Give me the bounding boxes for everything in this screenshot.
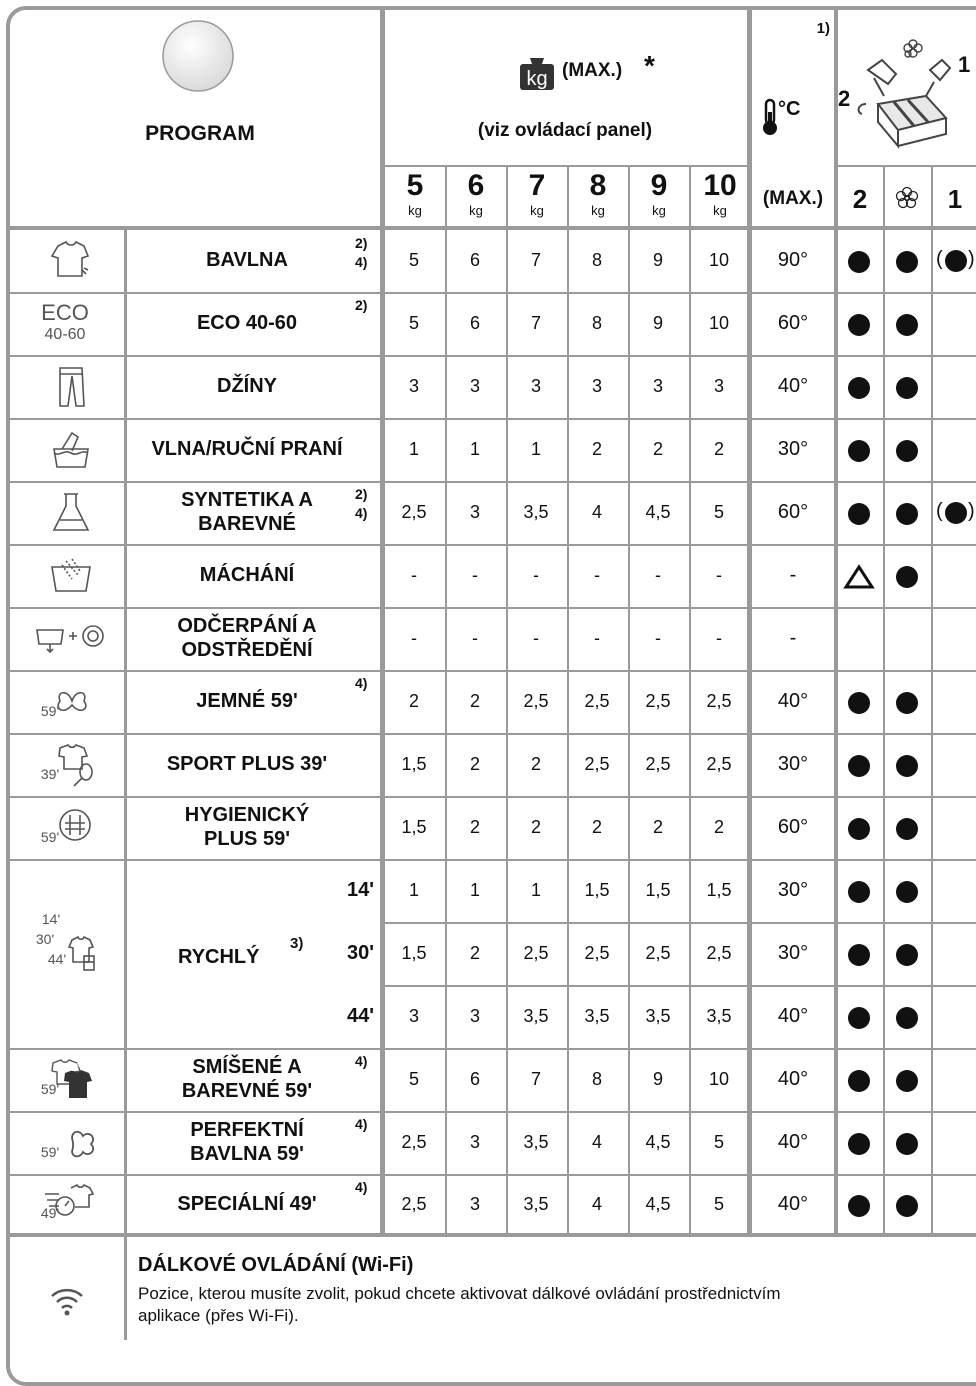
dot-marker xyxy=(848,503,870,525)
drain-spin-icon xyxy=(35,616,107,662)
dot-marker xyxy=(848,377,870,399)
icon-time-label: 59' xyxy=(40,829,60,845)
load-value: 2,5 xyxy=(523,942,549,963)
load-value: 3 xyxy=(530,375,541,396)
dot-marker xyxy=(848,251,870,273)
eco-icon-subtext: 40-60 xyxy=(44,326,86,343)
capacity-value: 10 xyxy=(703,169,737,202)
program-footnote: 4) xyxy=(355,1053,368,1069)
compartment-1: 1 xyxy=(947,184,963,214)
load-value: 10 xyxy=(708,312,730,333)
icon-time-label: 44' xyxy=(47,951,67,967)
load-value: 2,5 xyxy=(645,690,671,711)
detergent-drawer-icon xyxy=(846,34,956,154)
load-value: 2 xyxy=(469,942,480,963)
load-value: 3 xyxy=(469,1193,480,1214)
load-value: 3,5 xyxy=(523,1131,549,1152)
optional-paren: ( xyxy=(936,499,943,522)
load-value: 4,5 xyxy=(645,501,671,522)
rapid-time-label: 14' xyxy=(346,878,374,901)
panel-note: (viz ovládací panel) xyxy=(477,120,653,141)
icon-time-label: 59' xyxy=(40,1081,60,1097)
load-value: 2,5 xyxy=(706,942,732,963)
program-name: JEMNÉ 59' xyxy=(196,689,298,712)
drawer-label-2: 2 xyxy=(838,86,851,111)
load-value: 3,5 xyxy=(584,1005,610,1026)
load-value: - xyxy=(655,564,661,585)
dot-marker xyxy=(848,314,870,336)
program-name: VLNA/RUČNÍ PRANÍ xyxy=(151,437,343,460)
load-value: 9 xyxy=(652,1068,663,1089)
wifi-description-line1: Pozice, kterou musíte zvolit, pokud chcete aktivovat dálkové ovládání prostřednictvím xyxy=(138,1284,781,1303)
load-value: 2 xyxy=(652,816,663,837)
dot-marker xyxy=(896,944,918,966)
load-value: 4 xyxy=(591,501,602,522)
capacity-unit: kg xyxy=(591,203,605,218)
load-value: 10 xyxy=(708,250,730,270)
flower-softener-icon xyxy=(895,186,919,210)
icon-time-label: 14' xyxy=(41,911,61,927)
program-name: SMÍŠENÉ A BAREVNÉ 59' xyxy=(181,1055,313,1102)
jeans-icon xyxy=(46,364,96,410)
icon-time-label: 30' xyxy=(35,931,55,947)
load-value: 1,5 xyxy=(584,879,610,900)
compartment-2: 2 xyxy=(852,184,868,214)
icon-time-label: 59' xyxy=(40,703,60,719)
divider xyxy=(10,607,976,609)
load-value: 1,5 xyxy=(645,879,671,900)
load-value: 3 xyxy=(408,375,419,396)
program-name: PERFEKTNÍ BAVLNA 59' xyxy=(190,1118,304,1165)
program-name: SPORT PLUS 39' xyxy=(166,752,328,775)
load-value: 1,5 xyxy=(706,879,732,900)
divider xyxy=(931,165,933,1235)
program-footnote: 2) 4) xyxy=(355,235,368,270)
icon-time-label: 59' xyxy=(40,1144,60,1160)
max-temp-value: 60° xyxy=(777,311,809,334)
optional-paren: ( xyxy=(936,248,943,270)
load-value: 1,5 xyxy=(401,753,427,774)
load-value: - xyxy=(594,627,600,648)
dot-marker xyxy=(848,944,870,966)
load-value: 4,5 xyxy=(645,1131,671,1152)
program-name: HYGIENICKÝ PLUS 59' xyxy=(184,803,310,850)
load-value: 3 xyxy=(469,375,480,396)
max-temp-value: 40° xyxy=(777,689,809,712)
max-label: (MAX.) xyxy=(562,60,623,81)
kg-weight-icon xyxy=(518,52,556,92)
load-value: 3 xyxy=(469,1005,480,1026)
load-value: 2 xyxy=(469,753,480,774)
program-name: RYCHLÝ xyxy=(178,946,260,968)
temp-footnote: 1) xyxy=(816,20,830,37)
load-value: 3 xyxy=(408,1005,419,1026)
divider xyxy=(383,165,747,167)
load-value: - xyxy=(716,564,722,585)
dial-knob-icon xyxy=(160,18,236,94)
load-value: 2,5 xyxy=(645,942,671,963)
load-value: 1 xyxy=(530,438,541,459)
max-temp-value: 30° xyxy=(777,878,809,901)
program-name: DŽÍNY xyxy=(217,374,277,397)
load-value: 3 xyxy=(713,375,724,396)
load-value: 5 xyxy=(713,1131,724,1152)
load-value: 8 xyxy=(591,1068,602,1089)
dot-marker xyxy=(848,1133,870,1155)
max-temp-value: - xyxy=(789,626,797,649)
max-temp-value: - xyxy=(789,563,797,586)
load-value: 3,5 xyxy=(523,501,549,522)
program-footnote: 2) xyxy=(355,297,368,313)
divider xyxy=(10,859,976,861)
dot-marker xyxy=(848,1070,870,1092)
dot-marker xyxy=(945,502,967,524)
dot-marker xyxy=(896,314,918,336)
load-value: 8 xyxy=(591,312,602,333)
load-value: 1 xyxy=(469,438,480,459)
divider xyxy=(10,1048,976,1050)
divider xyxy=(883,165,885,1235)
rinse-icon xyxy=(46,553,96,599)
load-value: 2 xyxy=(469,816,480,837)
load-value: 3 xyxy=(652,375,663,396)
load-value: 3,5 xyxy=(706,1005,732,1026)
load-value: 2,5 xyxy=(401,1131,427,1152)
capacity-value: 9 xyxy=(650,169,668,202)
load-value: 3 xyxy=(469,501,480,522)
dot-marker xyxy=(848,440,870,462)
drawer-label-1: 1 xyxy=(958,52,971,77)
load-value: 5 xyxy=(408,1068,419,1089)
load-value: 2,5 xyxy=(523,690,549,711)
load-value: 2,5 xyxy=(584,753,610,774)
program-footnote: 4) xyxy=(355,675,368,691)
divider xyxy=(10,418,976,420)
divider xyxy=(10,355,976,357)
load-value: 2 xyxy=(530,753,541,774)
load-value: 4 xyxy=(591,1131,602,1152)
temp-unit: °C xyxy=(778,98,801,120)
capacity-value: 7 xyxy=(528,169,546,202)
program-name: MÁCHÁNÍ xyxy=(199,563,295,586)
load-value: 7 xyxy=(530,250,541,270)
divider xyxy=(10,481,976,483)
load-value: 1 xyxy=(469,879,480,900)
capacity-value: 8 xyxy=(589,169,607,202)
load-value: 2 xyxy=(652,438,663,459)
optional-paren: ) xyxy=(968,499,975,522)
rapid-time-label: 30' xyxy=(346,941,374,964)
load-value: - xyxy=(655,627,661,648)
icon-time-label: 39' xyxy=(40,766,60,782)
max-temp-value: 40° xyxy=(777,1004,809,1027)
dot-marker xyxy=(848,755,870,777)
dot-marker xyxy=(896,566,918,588)
load-value: 1,5 xyxy=(401,816,427,837)
program-footnote: 4) xyxy=(355,1179,368,1195)
divider xyxy=(10,1174,976,1176)
capacity-unit: kg xyxy=(469,203,483,218)
load-value: 2,5 xyxy=(401,501,427,522)
icon-temp-label: 20°C xyxy=(63,1062,89,1074)
load-value: - xyxy=(472,564,478,585)
load-value: 2 xyxy=(713,438,724,459)
program-header: PROGRAM xyxy=(145,122,255,145)
program-name: BAVLNA xyxy=(206,249,288,271)
load-value: 3,5 xyxy=(645,1005,671,1026)
max-temp-value: 40° xyxy=(777,1067,809,1090)
load-value: - xyxy=(472,627,478,648)
load-value: - xyxy=(594,564,600,585)
cotton-shirt-icon xyxy=(46,238,96,284)
divider xyxy=(383,985,976,987)
load-value: 8 xyxy=(591,250,602,270)
divider xyxy=(383,922,976,924)
divider xyxy=(10,733,976,735)
wifi-icon xyxy=(48,1282,86,1318)
max-temp-value: 40° xyxy=(777,1130,809,1153)
load-value: 6 xyxy=(469,250,480,270)
load-value: 7 xyxy=(530,312,541,333)
dot-marker xyxy=(945,250,967,272)
dot-marker xyxy=(848,1007,870,1029)
dot-marker xyxy=(896,440,918,462)
program-footnote: 2) 4) xyxy=(355,486,368,521)
load-value: 2 xyxy=(469,690,480,711)
dot-marker xyxy=(848,692,870,714)
load-value: 2,5 xyxy=(401,1193,427,1214)
divider xyxy=(10,796,976,798)
triangle-marker xyxy=(843,564,875,590)
dot-marker xyxy=(896,881,918,903)
eco-icon: ECO xyxy=(41,300,89,325)
divider xyxy=(10,226,976,230)
svg-text:kg: kg xyxy=(526,68,548,90)
dot-marker xyxy=(896,1133,918,1155)
icon-time-label: 49' xyxy=(40,1205,60,1221)
load-value: 2,5 xyxy=(706,690,732,711)
dot-marker xyxy=(896,692,918,714)
load-value: 6 xyxy=(469,312,480,333)
load-value: 1 xyxy=(408,879,419,900)
divider xyxy=(10,544,976,546)
capacity-value: 5 xyxy=(406,169,424,202)
load-value: 2 xyxy=(408,690,419,711)
max-temp-value: 60° xyxy=(777,815,809,838)
dot-marker xyxy=(896,377,918,399)
load-value: - xyxy=(411,627,417,648)
load-value: - xyxy=(533,564,539,585)
divider xyxy=(10,1233,976,1237)
dot-marker xyxy=(896,818,918,840)
load-value: 9 xyxy=(652,312,663,333)
divider xyxy=(10,670,976,672)
max-temp-value: 60° xyxy=(777,500,809,523)
load-value: 2,5 xyxy=(706,753,732,774)
capacity-unit: kg xyxy=(652,203,666,218)
load-value: - xyxy=(411,564,417,585)
capacity-unit: kg xyxy=(713,203,727,218)
rapid-time-label: 44' xyxy=(346,1004,374,1027)
divider xyxy=(10,1111,976,1113)
dot-marker xyxy=(848,881,870,903)
load-value: 2 xyxy=(713,816,724,837)
max-temp-value: 40° xyxy=(777,374,809,397)
hand-wash-icon xyxy=(46,427,96,473)
load-value: 1 xyxy=(408,438,419,459)
max-star: * xyxy=(644,50,655,81)
load-value: 4 xyxy=(591,1193,602,1214)
load-value: 6 xyxy=(469,1068,480,1089)
load-value: - xyxy=(533,627,539,648)
wifi-title: DÁLKOVÉ OVLÁDÁNÍ (Wi-Fi) xyxy=(138,1254,414,1276)
program-name: SPECIÁLNÍ 49' xyxy=(177,1192,317,1215)
max-temp-value: 30° xyxy=(777,437,809,460)
dot-marker xyxy=(896,755,918,777)
capacity-unit: kg xyxy=(408,203,422,218)
load-value: 7 xyxy=(530,1068,541,1089)
max-temp-value: 30° xyxy=(777,752,809,775)
load-value: 2,5 xyxy=(645,753,671,774)
divider xyxy=(836,165,976,167)
load-value: - xyxy=(716,627,722,648)
load-value: 2,5 xyxy=(584,942,610,963)
dot-marker xyxy=(896,251,918,273)
load-value: 2 xyxy=(591,438,602,459)
load-value: 9 xyxy=(652,250,663,270)
program-name: ECO 40-60 xyxy=(196,311,298,334)
temp-max-label: (MAX.) xyxy=(762,188,824,209)
load-value: 2 xyxy=(530,816,541,837)
load-value: 1 xyxy=(530,879,541,900)
dot-marker xyxy=(896,1007,918,1029)
program-name: SYNTETIKA A BAREVNÉ xyxy=(181,488,313,535)
load-value: 2,5 xyxy=(584,690,610,711)
load-value: 1,5 xyxy=(401,942,427,963)
load-value: 3,5 xyxy=(523,1005,549,1026)
capacity-value: 6 xyxy=(467,169,485,202)
load-value: 5 xyxy=(713,501,724,522)
program-footnote: 3) xyxy=(290,935,304,952)
load-value: 5 xyxy=(408,312,419,333)
thermometer-icon xyxy=(760,98,780,138)
max-temp-value: 40° xyxy=(777,1192,809,1215)
load-value: 5 xyxy=(408,250,419,270)
load-value: 3,5 xyxy=(523,1193,549,1214)
capacity-unit: kg xyxy=(530,203,544,218)
load-value: 10 xyxy=(708,1068,730,1089)
dot-marker xyxy=(896,503,918,525)
dot-marker xyxy=(896,1195,918,1217)
load-value: 5 xyxy=(713,1193,724,1214)
dot-marker xyxy=(848,1195,870,1217)
dot-marker xyxy=(896,1070,918,1092)
optional-paren: ) xyxy=(968,248,975,270)
program-footnote: 4) xyxy=(355,1116,368,1132)
dot-marker xyxy=(848,818,870,840)
flask-icon xyxy=(46,490,96,536)
load-value: 4,5 xyxy=(645,1193,671,1214)
load-value: 3 xyxy=(469,1131,480,1152)
load-value: 3 xyxy=(591,375,602,396)
divider xyxy=(10,292,976,294)
program-name: ODČERPÁNÍ A ODSTŘEDĚNÍ xyxy=(177,614,317,661)
load-value: 2 xyxy=(591,816,602,837)
max-temp-value: 90° xyxy=(777,249,809,271)
wifi-description-line2: aplikace (přes Wi-Fi). xyxy=(138,1306,299,1325)
max-temp-value: 30° xyxy=(777,941,809,964)
